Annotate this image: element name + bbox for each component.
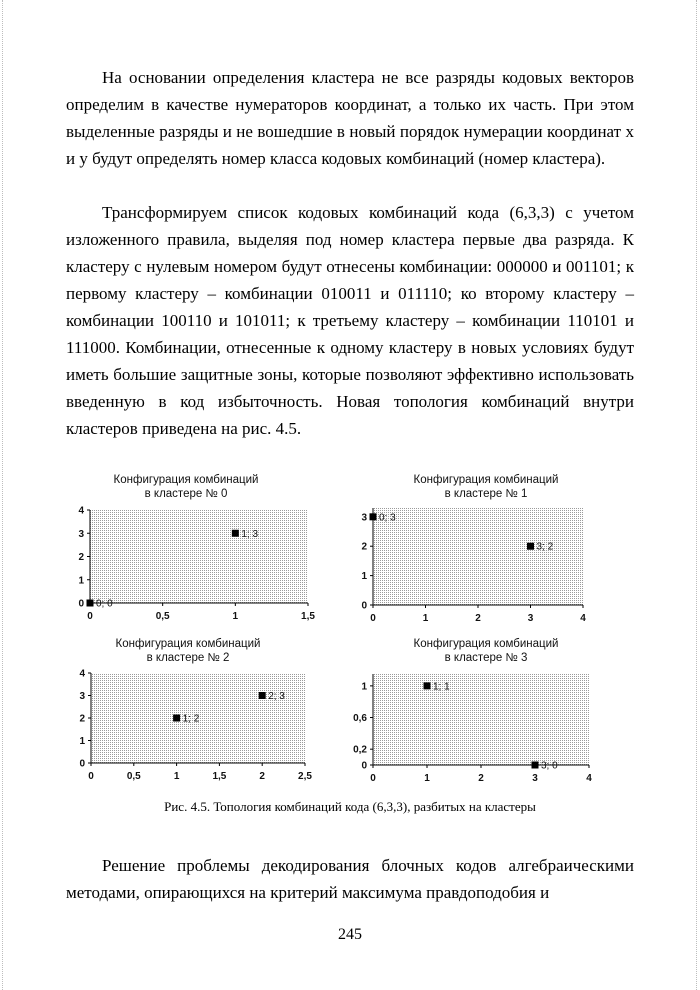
- data-point: [532, 762, 539, 769]
- data-point: [424, 682, 431, 689]
- chart-title-line: Конфигурация комбинаций: [413, 474, 559, 486]
- chart-cluster-1: [340, 468, 615, 638]
- paragraph-1-text: На основании определения кластера не все разряды кодовых векторов определим в качестве нумераторов координат, а только их часть. При этом выделенные разряды и не вошедшие в новый порядок нумерации координат x и y будут определять номер класса кодовых комбинаций (номер кластера).: [66, 68, 634, 168]
- data-point-label: 0; 3: [379, 512, 396, 524]
- y-tick-label: 1: [79, 736, 85, 747]
- y-tick-label: 3: [79, 691, 85, 702]
- x-tick-label: 0,5: [155, 611, 170, 622]
- x-tick-label: 0: [370, 773, 376, 784]
- data-point: [370, 513, 377, 520]
- data-point-label: 3; 2: [536, 541, 554, 553]
- y-tick-label: 2: [361, 541, 367, 553]
- x-tick-label: 3: [527, 613, 534, 624]
- chart-title-line: в кластере № 3: [444, 652, 528, 664]
- chart-cluster-3: [340, 634, 615, 789]
- y-tick-label: 3: [361, 512, 367, 524]
- y-tick-label: 4: [78, 505, 84, 517]
- left-margin-guide: [2, 0, 3, 990]
- x-tick-label: 2: [259, 771, 265, 782]
- x-tick-label: 1,5: [212, 771, 227, 782]
- y-tick-label: 1: [78, 575, 84, 587]
- plot-area: [373, 508, 583, 605]
- y-tick-label: 0: [78, 598, 84, 610]
- chart-cluster-2: [60, 634, 340, 789]
- x-tick-label: 0: [87, 611, 93, 622]
- y-tick-label: 1: [361, 571, 367, 583]
- x-tick-label: 2: [475, 613, 481, 624]
- data-point: [87, 600, 94, 607]
- figure-caption: Рис. 4.5. Топология комбинаций кода (6,3,3), разбитых на кластеры: [164, 799, 536, 814]
- x-tick-label: 0: [370, 613, 376, 624]
- y-tick-label: 0: [79, 758, 85, 770]
- x-tick-label: 0: [88, 771, 94, 782]
- chart-title-line: в кластере № 2: [146, 652, 230, 664]
- x-tick-label: 2: [478, 773, 484, 784]
- chart-title-line: Конфигурация комбинаций: [113, 474, 259, 486]
- data-point-label: 1; 3: [241, 528, 259, 540]
- y-tick-label: 2: [78, 552, 84, 563]
- y-tick-label: 0: [361, 600, 367, 612]
- y-tick-label: 0,6: [353, 713, 367, 725]
- data-point: [259, 692, 266, 699]
- y-tick-label: 0,2: [353, 744, 367, 756]
- paragraph-2: [66, 199, 634, 442]
- x-tick-label: 1,5: [301, 611, 315, 622]
- plot-area: [90, 510, 308, 603]
- x-tick-label: 2,5: [298, 771, 312, 782]
- x-tick-label: 4: [580, 613, 586, 624]
- chart-title-line: в кластере № 0: [144, 488, 228, 500]
- y-tick-label: 4: [79, 668, 85, 680]
- y-tick-label: 3: [78, 528, 84, 540]
- data-point-label: 0; 0: [96, 598, 113, 610]
- data-point-label: 2; 3: [268, 691, 285, 702]
- y-tick-label: 0: [361, 760, 367, 772]
- chart-title-line: Конфигурация комбинаций: [115, 638, 261, 650]
- y-tick-label: 2: [79, 713, 85, 725]
- data-point: [173, 715, 180, 722]
- x-tick-label: 1: [173, 771, 180, 782]
- paragraph-3: [66, 852, 634, 906]
- page-number: 245: [338, 926, 362, 943]
- chart-cluster-0: [60, 468, 340, 638]
- data-point: [232, 530, 239, 537]
- plot-area: [373, 674, 589, 765]
- data-point: [527, 543, 534, 550]
- right-margin-guide: [696, 0, 697, 990]
- x-tick-label: 1: [232, 611, 239, 622]
- x-tick-label: 3: [532, 773, 538, 784]
- data-point-label: 3; 0: [541, 760, 558, 772]
- chart-title-line: Конфигурация комбинаций: [413, 638, 559, 650]
- data-point-label: 1; 2: [182, 713, 200, 725]
- paragraph-3-text: Решение проблемы декодирования блочных кодов алгебраическими методами, опирающихся на критерий максимума правдоподобия и: [66, 856, 634, 902]
- data-point-label: 1; 1: [433, 681, 450, 693]
- paragraph-2-text: Трансформируем список кодовых комбинаций кода (6,3,3) с учетом изложенного правила, выделяя под номер кластера первые два разряда. К кластеру с нулевым номером будут отнесены комбинации: 000000 и 001101; к первому кластеру – комбинации 010011 и 011110; ко второму кластеру – комбинации 100110 и 101011; к третьему кластеру – комбинации 110101 и 111000. Комбинации, отнесенные к одному кластеру в новых условиях будут иметь большие защитные зоны, которые позволяют эффективно использовать введенную в код избыточность. Новая топология комбинаций внутри кластеров приведена на рис. 4.5.: [66, 203, 634, 438]
- x-tick-label: 0,5: [126, 771, 141, 782]
- paragraph-1: [66, 64, 634, 172]
- x-tick-label: 1: [424, 773, 430, 784]
- x-tick-label: 1: [422, 613, 429, 624]
- x-tick-label: 4: [586, 773, 592, 784]
- y-tick-label: 1: [361, 681, 367, 693]
- chart-title-line: в кластере № 1: [444, 488, 528, 500]
